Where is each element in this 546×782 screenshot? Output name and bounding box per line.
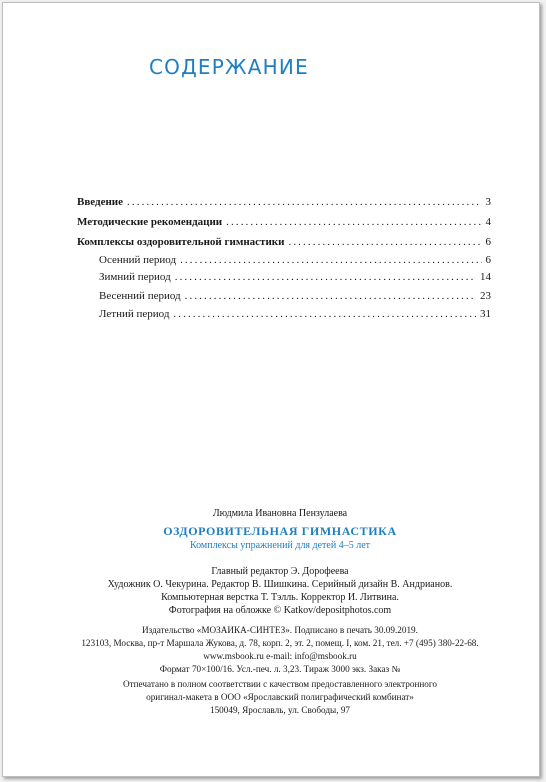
toc-leader-dots	[288, 236, 481, 248]
toc-entry-title: Весенний период	[99, 290, 181, 302]
toc-leader-dots	[226, 216, 481, 228]
toc-entry-title: Введение	[77, 196, 124, 208]
toc-entry-page: 31	[480, 308, 491, 320]
toc-entry-summer[interactable]	[99, 308, 491, 323]
toc-leader-dots	[127, 196, 481, 208]
credit-line: Фотография на обложке © Katkov/depositphotos.com	[168, 605, 392, 616]
toc-leader-dots	[175, 271, 476, 283]
toc-entry-page: 4	[485, 216, 491, 228]
printing-line: оригинал-макета в ООО «Ярославский полиграфический комбинат»	[146, 692, 414, 702]
toc-entry-title: Комплексы оздоровительной гимнастики	[77, 236, 285, 248]
toc-entry-winter[interactable]	[99, 271, 491, 286]
toc-leader-dots	[180, 254, 481, 266]
toc-leader-dots	[185, 290, 476, 302]
credit-line: Художник О. Чекурина. Редактор В. Шишкина. Серийный дизайн В. Андрианов.	[107, 579, 453, 590]
toc-entry-spring[interactable]	[99, 290, 491, 305]
toc-entry-page: 3	[485, 196, 491, 208]
toc-entry-page: 23	[480, 290, 491, 302]
credit-line: Главный редактор Э. Дорофеева	[211, 566, 349, 577]
printing-line: Отпечатано в полном соответствии с качеством предоставленного электронного	[122, 679, 438, 689]
author-name: Людмила Ивановна Пензулаева	[212, 508, 348, 519]
publisher-line: Формат 70×100/16. Усл.-печ. л. 3,23. Тираж 3000 экз. Заказ №	[159, 664, 401, 674]
toc-entry-page: 6	[485, 236, 491, 248]
publisher-line: 123103, Москва, пр-т Маршала Жукова, д. 78, корп. 2, эт. 2, помещ. I, ком. 21, тел. +7 (495) 380-22-68.	[81, 638, 479, 648]
toc-entry-gymnastics-complexes[interactable]	[77, 236, 491, 251]
toc-entry-methodical-recommendations[interactable]	[77, 216, 491, 231]
toc-entry-introduction[interactable]	[77, 196, 491, 211]
book-page	[2, 2, 540, 777]
toc-entry-autumn[interactable]	[99, 254, 491, 269]
toc-entry-title: Зимний период	[99, 271, 171, 283]
toc-leader-dots	[173, 308, 476, 320]
toc-entry-title: Методические рекомендации	[77, 216, 223, 228]
publisher-line: www.msbook.ru e-mail: info@msbook.ru	[203, 651, 357, 661]
publisher-line: Издательство «МОЗАИКА-СИНТЕЗ». Подписано в печать 30.09.2019.	[142, 625, 418, 635]
toc-entry-page: 6	[485, 254, 491, 266]
toc-entry-title: Осенний период	[99, 254, 177, 266]
toc-entry-page: 14	[480, 271, 491, 283]
toc-entry-title: Летний период	[99, 308, 170, 320]
book-title: ОЗДОРОВИТЕЛЬНАЯ ГИМНАСТИКА	[163, 524, 397, 538]
contents-heading: СОДЕРЖАНИЕ	[149, 55, 309, 79]
book-subtitle: Комплексы упражнений для детей 4–5 лет	[189, 540, 371, 551]
credit-line: Компьютерная верстка Т. Тэлль. Корректор И. Литвина.	[161, 592, 399, 603]
printing-line: 150049, Ярославль, ул. Свободы, 97	[209, 705, 351, 715]
